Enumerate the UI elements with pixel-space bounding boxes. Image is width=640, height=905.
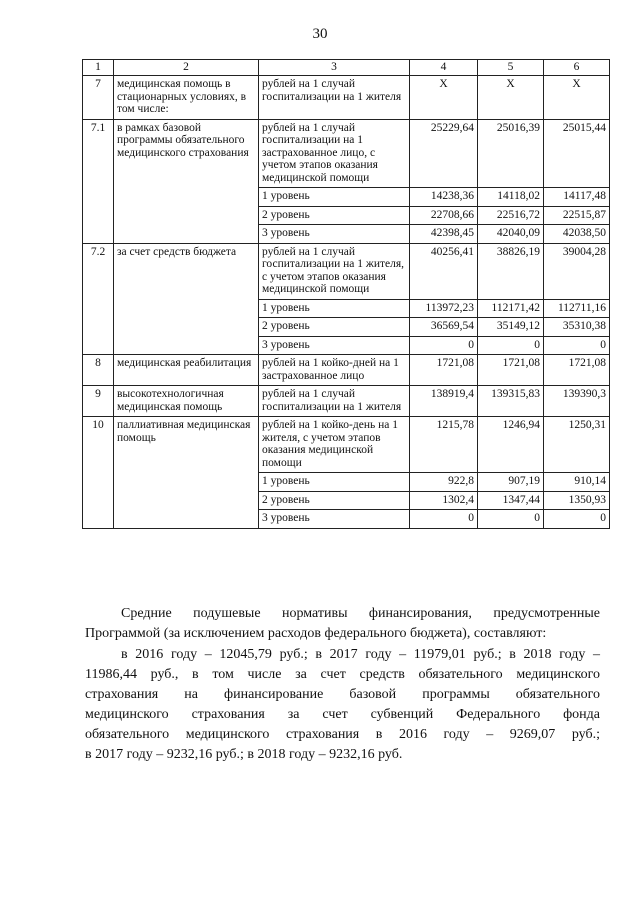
value-2018-cell: 39004,28 — [544, 243, 610, 299]
table-header-row — [83, 60, 610, 76]
unit-cell: рублей на 1 случай госпитализации на 1 жителя — [259, 386, 410, 417]
value-2017-cell: 907,19 — [478, 473, 544, 492]
unit-cell: 3 уровень — [259, 225, 410, 244]
value-2016-cell: 138919,4 — [410, 386, 478, 417]
value-2018-cell: 42038,50 — [544, 225, 610, 244]
paragraph-line: страхования на финансирование базовой программы обязательного — [85, 687, 600, 702]
value-2016-cell: X — [410, 76, 478, 120]
paragraph-line: 11986,44 руб., в том числе за счет средств обязательного медицинского — [85, 667, 600, 682]
value-2017-cell: 38826,19 — [478, 243, 544, 299]
unit-cell: рублей на 1 случай госпитализации на 1 застрахованное лицо, с учетом этапов оказания медицинской помощи — [259, 119, 410, 188]
table-row — [83, 417, 610, 473]
value-2016-cell: 14238,36 — [410, 188, 478, 207]
unit-cell: 1 уровень — [259, 299, 410, 318]
row-number-cell: 7.2 — [83, 243, 114, 355]
value-2017-cell: 0 — [478, 510, 544, 529]
row-number-cell: 9 — [83, 386, 114, 417]
unit-cell: 3 уровень — [259, 510, 410, 529]
value-2017-cell: 25016,39 — [478, 119, 544, 188]
value-2018-cell: 112711,16 — [544, 299, 610, 318]
paragraph-line: в 2017 году – 9232,16 руб.; в 2018 году – 9232,16 руб. — [85, 747, 403, 762]
financing-norms-table — [82, 59, 610, 529]
value-2017-cell: 112171,42 — [478, 299, 544, 318]
unit-cell: 3 уровень — [259, 336, 410, 355]
value-2016-cell: 36569,54 — [410, 318, 478, 337]
value-2016-cell: 0 — [410, 510, 478, 529]
unit-cell: 2 уровень — [259, 206, 410, 225]
unit-cell: 1 уровень — [259, 473, 410, 492]
header-cell: 3 — [259, 60, 410, 76]
value-2016-cell: 0 — [410, 336, 478, 355]
row-name-cell: высокотехнологичная медицинская помощь — [114, 386, 259, 417]
header-cell: 2 — [114, 60, 259, 76]
value-2018-cell: 35310,38 — [544, 318, 610, 337]
value-2016-cell: 113972,23 — [410, 299, 478, 318]
unit-cell: рублей на 1 койко-день на 1 жителя, с учетом этапов оказания медицинской помощи — [259, 417, 410, 473]
row-name-cell: медицинская реабилитация — [114, 355, 259, 386]
value-2016-cell: 922,8 — [410, 473, 478, 492]
value-2018-cell: 1721,08 — [544, 355, 610, 386]
value-2018-cell: 910,14 — [544, 473, 610, 492]
value-2018-cell: 1250,31 — [544, 417, 610, 473]
value-2018-cell: 139390,3 — [544, 386, 610, 417]
value-2018-cell: 0 — [544, 336, 610, 355]
value-2017-cell: X — [478, 76, 544, 120]
table-row — [83, 76, 610, 120]
row-number-cell: 7 — [83, 76, 114, 120]
value-2016-cell: 25229,64 — [410, 119, 478, 188]
header-cell: 1 — [83, 60, 114, 76]
unit-cell: рублей на 1 случай госпитализации на 1 жителя, с учетом этапов оказания медицинской помощи — [259, 243, 410, 299]
row-name-cell: медицинская помощь в стационарных условиях, в том числе: — [114, 76, 259, 120]
table-row — [83, 386, 610, 417]
value-2017-cell: 22516,72 — [478, 206, 544, 225]
row-name-cell: в рамках базовой программы обязательного медицинского страхования — [114, 119, 259, 243]
row-name-cell: за счет средств бюджета — [114, 243, 259, 355]
paragraph-intro: Средние подушевые нормативы финансирования, предусмотренные Программой (за исключением расходов федерального бюджета), составляют: — [85, 606, 600, 641]
table-row — [83, 355, 610, 386]
value-2017-cell: 14118,02 — [478, 188, 544, 207]
value-2017-cell: 1246,94 — [478, 417, 544, 473]
value-2018-cell: 25015,44 — [544, 119, 610, 188]
value-2017-cell: 0 — [478, 336, 544, 355]
unit-cell: рублей на 1 койко-дней на 1 застрахованное лицо — [259, 355, 410, 386]
paragraph-line: медицинского страхования за счет субвенций Федерального фонда — [85, 707, 600, 722]
value-2018-cell: X — [544, 76, 610, 120]
header-cell: 6 — [544, 60, 610, 76]
value-2017-cell: 139315,83 — [478, 386, 544, 417]
table-row — [83, 243, 610, 299]
value-2018-cell: 1350,93 — [544, 491, 610, 510]
value-2017-cell: 1721,08 — [478, 355, 544, 386]
value-2016-cell: 1721,08 — [410, 355, 478, 386]
value-2016-cell: 1302,4 — [410, 491, 478, 510]
value-2017-cell: 42040,09 — [478, 225, 544, 244]
value-2016-cell: 1215,78 — [410, 417, 478, 473]
table-row — [83, 119, 610, 188]
header-cell: 5 — [478, 60, 544, 76]
unit-cell: 2 уровень — [259, 491, 410, 510]
value-2016-cell: 40256,41 — [410, 243, 478, 299]
value-2018-cell: 0 — [544, 510, 610, 529]
value-2018-cell: 14117,48 — [544, 188, 610, 207]
unit-cell: 2 уровень — [259, 318, 410, 337]
row-number-cell: 8 — [83, 355, 114, 386]
row-number-cell: 10 — [83, 417, 114, 529]
value-2016-cell: 22708,66 — [410, 206, 478, 225]
header-cell: 4 — [410, 60, 478, 76]
value-2018-cell: 22515,87 — [544, 206, 610, 225]
value-2017-cell: 1347,44 — [478, 491, 544, 510]
table-body — [83, 60, 610, 529]
page-number: 30 — [312, 26, 328, 42]
paragraph-amounts — [85, 645, 600, 765]
unit-cell: 1 уровень — [259, 188, 410, 207]
unit-cell: рублей на 1 случай госпитализации на 1 жителя — [259, 76, 410, 120]
paragraph-line: обязательного медицинского страхования в 2016 году – 9269,07 руб.; — [85, 727, 600, 742]
row-number-cell: 7.1 — [83, 119, 114, 243]
paragraph-line: в 2016 году – 12045,79 руб.; в 2017 году – 11979,01 руб.; в 2018 году – — [121, 647, 600, 662]
row-name-cell: паллиативная медицинская помощь — [114, 417, 259, 529]
value-2017-cell: 35149,12 — [478, 318, 544, 337]
value-2016-cell: 42398,45 — [410, 225, 478, 244]
